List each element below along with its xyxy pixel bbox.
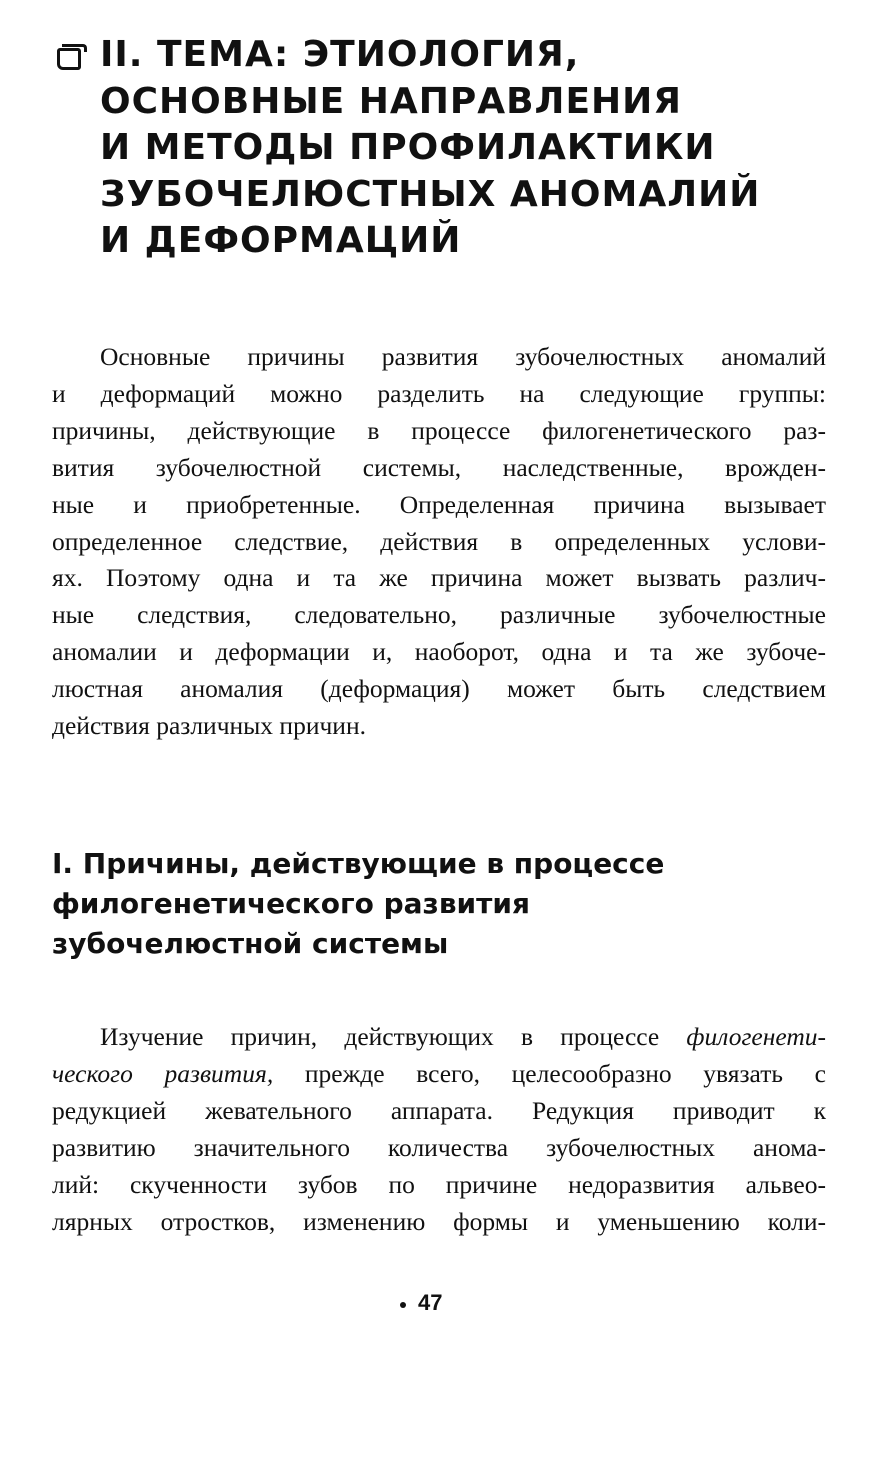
section-paragraph	[52, 1019, 826, 1240]
paragraph-text: Изучение причин, действующих в процессе	[100, 1022, 687, 1051]
paragraph-text: прежде всего, целесообразно увязать с	[273, 1058, 826, 1088]
paragraph-line: аномалии и деформации и, наоборот, одна и та же зубоче-	[52, 637, 826, 667]
italic-term: филогенети-	[686, 1022, 826, 1051]
chapter-title-line: II. ТЕМА: ЭТИОЛОГИЯ,	[100, 34, 580, 75]
paragraph-line: причины, действующие в процессе филогенетического раз-	[52, 415, 826, 445]
section-heading	[52, 844, 832, 964]
page-number-dot	[400, 1302, 406, 1308]
paragraph-line: вития зубочелюстной системы, наследственные, врожден-	[52, 452, 826, 482]
page-number	[400, 1290, 480, 1316]
paragraph-line: лярных отростков, изменению формы и уменьшению коли-	[52, 1206, 826, 1236]
paragraph-line: ях. Поэтому одна и та же причина может вызвать различ-	[52, 563, 826, 593]
paragraph-line: ные и приобретенные. Определенная причина вызывает	[52, 489, 826, 519]
chapter-title-line: И МЕТОДЫ ПРОФИЛАКТИКИ	[100, 127, 716, 168]
paragraph-line	[52, 1056, 826, 1093]
chapter-marker-icon	[57, 48, 81, 70]
chapter-title-line: ЗУБОЧЕЛЮСТНЫХ АНОМАЛИЙ	[100, 173, 761, 215]
italic-term: ческого развития,	[52, 1058, 274, 1088]
section-heading-line: I. Причины, действующие в процессе	[52, 847, 665, 880]
paragraph-line: и деформаций можно разделить на следующие группы:	[52, 378, 826, 408]
chapter-title	[100, 32, 840, 265]
paragraph-line: определенное следствие, действия в определенных услови-	[52, 526, 826, 556]
chapter-title-line: И ДЕФОРМАЦИЙ	[100, 220, 462, 261]
section-heading-line: филогенетического развития	[52, 887, 530, 920]
paragraph-line: люстная аномалия (деформация) может быть следствием	[52, 674, 826, 704]
paragraph-line: действия различных причин.	[52, 711, 366, 741]
section-heading-line: зубочелюстной системы	[52, 927, 449, 960]
paragraph-line: лий: скученности зубов по причине недоразвития альвео-	[52, 1169, 826, 1199]
paragraph-line: развитию значительного количества зубочелюстных анома-	[52, 1132, 826, 1162]
paragraph-line: Основные причины развития зубочелюстных аномалий	[100, 342, 826, 371]
page-number-value: 47	[418, 1290, 443, 1315]
paragraph-line: редукцией жевательного аппарата. Редукция приводит к	[52, 1095, 826, 1125]
chapter-title-line: ОСНОВНЫЕ НАПРАВЛЕНИЯ	[100, 80, 683, 122]
paragraph-line	[52, 1019, 826, 1056]
paragraph-line: ные следствия, следовательно, различные зубочелюстные	[52, 600, 826, 630]
intro-paragraph	[52, 339, 826, 745]
